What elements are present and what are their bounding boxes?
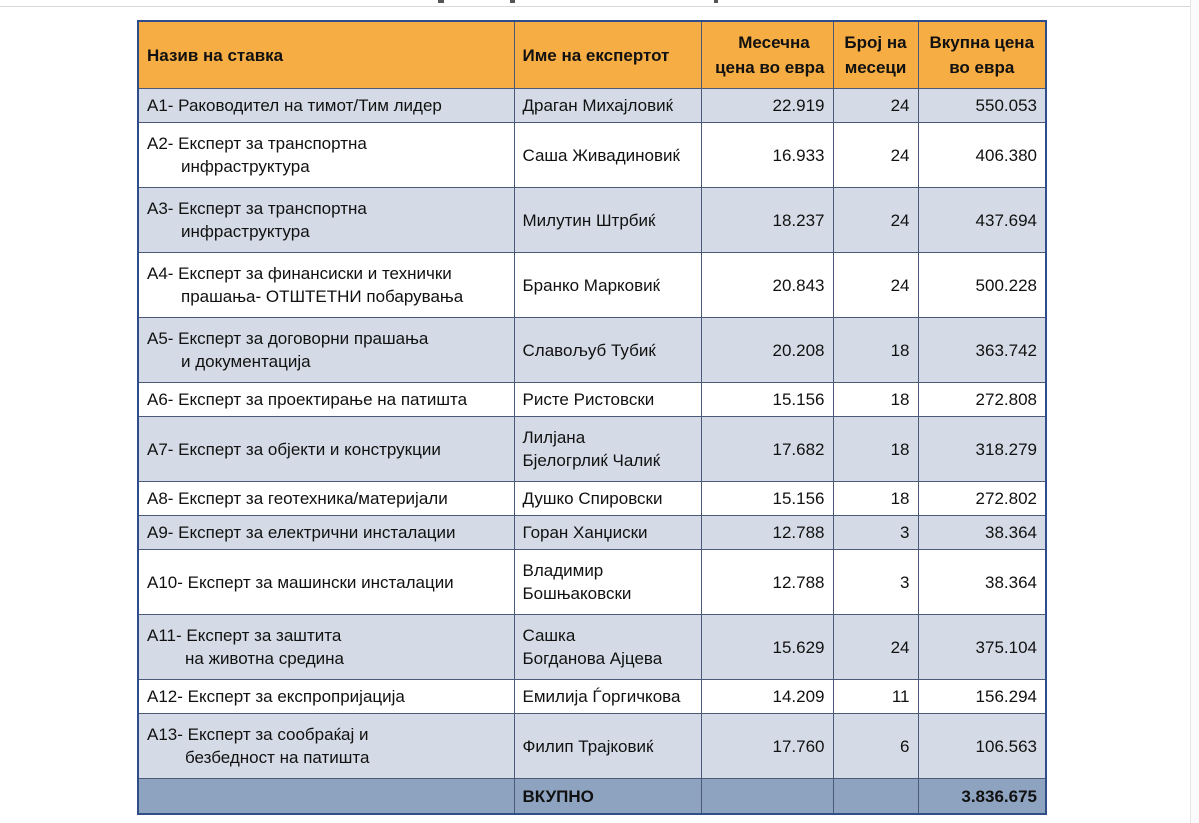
- header-total-price: Вкупна цена во евра: [918, 21, 1046, 89]
- total-price-cell: 156.294: [918, 680, 1046, 714]
- months-cell: 3: [833, 516, 918, 550]
- expert-cell: Душко Спировски: [514, 482, 701, 516]
- months-cell: 18: [833, 383, 918, 417]
- monthly-price-cell: 17.760: [701, 714, 833, 779]
- expert-cell: Горан Ханџиски: [514, 516, 701, 550]
- expert-cell: Драган Михајловиќ: [514, 89, 701, 123]
- total-price-cell: 406.380: [918, 123, 1046, 188]
- item-cell: А3- Експерт за транспортна инфраструктура: [138, 188, 514, 253]
- item-cell: А8- Експерт за геотехника/материјали: [138, 482, 514, 516]
- header-expert: Име на експертот: [514, 21, 701, 89]
- table-row: [138, 417, 1046, 482]
- monthly-price-cell: 17.682: [701, 417, 833, 482]
- item-cell: А5- Експерт за договорни прашања и документација: [138, 318, 514, 383]
- table-row: [138, 253, 1046, 318]
- total-sum: 3.836.675: [918, 779, 1046, 815]
- total-price-cell: 106.563: [918, 714, 1046, 779]
- item-cell: А1- Раководител на тимот/Тим лидер: [138, 89, 514, 123]
- total-price-cell: 500.228: [918, 253, 1046, 318]
- table-row: [138, 615, 1046, 680]
- page-right-edge: [1190, 0, 1199, 823]
- expert-cell: Лилјана Бјелогрлиќ Чалиќ: [514, 417, 701, 482]
- item-cell: А12- Експерт за експропријација: [138, 680, 514, 714]
- item-cell: А13- Експерт за сообраќај и безбедност на патишта: [138, 714, 514, 779]
- months-cell: 24: [833, 615, 918, 680]
- expert-cell: Саша Живадиновиќ: [514, 123, 701, 188]
- monthly-price-cell: 15.629: [701, 615, 833, 680]
- monthly-price-cell: 14.209: [701, 680, 833, 714]
- expert-cell: Славољуб Тубиќ: [514, 318, 701, 383]
- monthly-price-cell: 18.237: [701, 188, 833, 253]
- table-row: [138, 516, 1046, 550]
- months-cell: 6: [833, 714, 918, 779]
- months-cell: 24: [833, 188, 918, 253]
- monthly-price-cell: 22.919: [701, 89, 833, 123]
- table-row: [138, 550, 1046, 615]
- total-label: ВКУПНО: [514, 779, 701, 815]
- total-price-cell: 437.694: [918, 188, 1046, 253]
- expert-cell: Емилија Ѓоргичкова: [514, 680, 701, 714]
- item-cell: А10- Експерт за машински инсталации: [138, 550, 514, 615]
- header-monthly-price: Месечна цена во евра: [701, 21, 833, 89]
- table-row: [138, 383, 1046, 417]
- monthly-price-cell: 20.208: [701, 318, 833, 383]
- table-row: [138, 482, 1046, 516]
- total-empty-cell: [138, 779, 514, 815]
- item-cell: А4- Експерт за финансиски и технички прашања- ОТШТЕТНИ побарувања: [138, 253, 514, 318]
- item-cell: А11- Експерт за заштита на животна средина: [138, 615, 514, 680]
- table-row: [138, 714, 1046, 779]
- item-cell: А7- Експерт за објекти и конструкции: [138, 417, 514, 482]
- table-total-row: [138, 779, 1046, 815]
- page-top-edge: [0, 0, 1199, 7]
- cropped-text-fragment: [714, 0, 718, 3]
- table-row: [138, 680, 1046, 714]
- table-row: [138, 188, 1046, 253]
- total-price-cell: 272.808: [918, 383, 1046, 417]
- monthly-price-cell: 16.933: [701, 123, 833, 188]
- expert-cell: Владимир Бошњаковски: [514, 550, 701, 615]
- item-cell: А9- Експерт за електрични инсталации: [138, 516, 514, 550]
- months-cell: 18: [833, 482, 918, 516]
- item-cell: А2- Експерт за транспортна инфраструктура: [138, 123, 514, 188]
- monthly-price-cell: 20.843: [701, 253, 833, 318]
- months-cell: 24: [833, 123, 918, 188]
- expert-cell: Филип Трајковиќ: [514, 714, 701, 779]
- total-empty-cell: [701, 779, 833, 815]
- expert-cell: Бранко Марковиќ: [514, 253, 701, 318]
- monthly-price-cell: 15.156: [701, 383, 833, 417]
- table-row: [138, 318, 1046, 383]
- table-row: [138, 123, 1046, 188]
- item-cell: А6- Експерт за проектирање на патишта: [138, 383, 514, 417]
- table-row: [138, 89, 1046, 123]
- total-price-cell: 272.802: [918, 482, 1046, 516]
- months-cell: 18: [833, 417, 918, 482]
- total-price-cell: 375.104: [918, 615, 1046, 680]
- header-months: Број на месеци: [833, 21, 918, 89]
- cropped-text-fragment: [438, 0, 444, 3]
- total-price-cell: 363.742: [918, 318, 1046, 383]
- expert-cell: Сашка Богданова Ајцева: [514, 615, 701, 680]
- months-cell: 24: [833, 253, 918, 318]
- months-cell: 24: [833, 89, 918, 123]
- cropped-text-fragment: [510, 0, 515, 3]
- total-price-cell: 318.279: [918, 417, 1046, 482]
- header-item: Назив на ставка: [138, 21, 514, 89]
- months-cell: 18: [833, 318, 918, 383]
- expert-cost-table: [137, 20, 1047, 815]
- monthly-price-cell: 15.156: [701, 482, 833, 516]
- monthly-price-cell: 12.788: [701, 550, 833, 615]
- total-price-cell: 38.364: [918, 550, 1046, 615]
- total-price-cell: 550.053: [918, 89, 1046, 123]
- expert-cell: Милутин Штрбиќ: [514, 188, 701, 253]
- months-cell: 11: [833, 680, 918, 714]
- total-empty-cell: [833, 779, 918, 815]
- total-price-cell: 38.364: [918, 516, 1046, 550]
- months-cell: 3: [833, 550, 918, 615]
- monthly-price-cell: 12.788: [701, 516, 833, 550]
- expert-cell: Ристе Ристовски: [514, 383, 701, 417]
- table-header-row: [138, 21, 1046, 89]
